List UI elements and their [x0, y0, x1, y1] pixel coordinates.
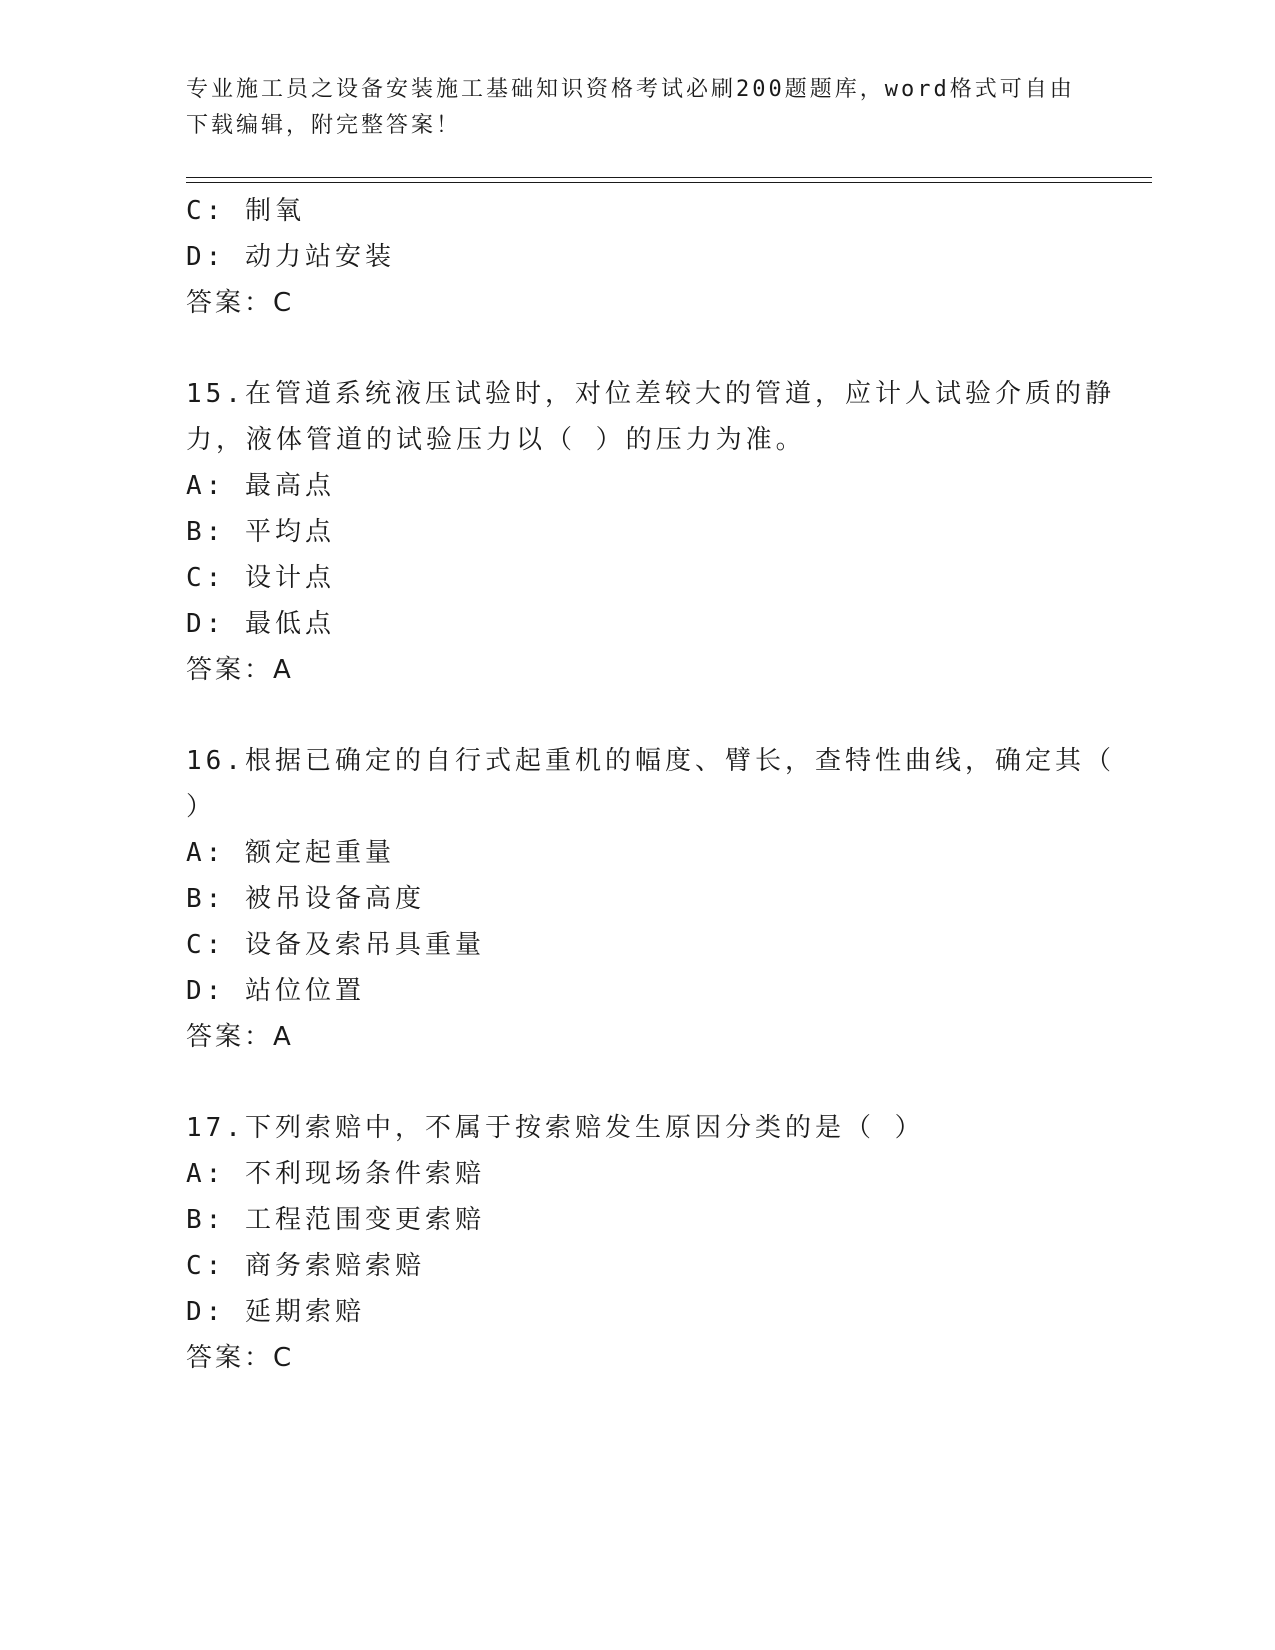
- header-divider-top: [186, 177, 1152, 178]
- spacer: [186, 693, 1086, 738]
- option-text: 设备及索吊具重量: [244, 930, 485, 960]
- option-d: [186, 968, 1086, 1014]
- option-d: [186, 234, 1086, 280]
- option-label: D:: [186, 242, 226, 272]
- option-text: 不利现场条件索赔: [244, 1159, 485, 1189]
- option-text: 平均点: [244, 517, 335, 547]
- option-text: 被吊设备高度: [244, 884, 425, 914]
- option-label: B:: [186, 884, 226, 914]
- document-header: [186, 72, 1076, 144]
- answer-line: 答案：A: [186, 655, 294, 685]
- option-label: D:: [186, 609, 226, 639]
- answer-line: 答案：C: [186, 288, 295, 318]
- option-d: [186, 1289, 1086, 1335]
- option-label: A:: [186, 1159, 226, 1189]
- option-label: A:: [186, 471, 226, 501]
- option-text: 最低点: [244, 609, 335, 639]
- option-label: C:: [186, 930, 226, 960]
- option-text: 制氧: [244, 196, 305, 226]
- option-label: C:: [186, 1251, 226, 1281]
- option-label: C:: [186, 563, 226, 593]
- spacer: [186, 1060, 1086, 1105]
- question-stem-line-1: 15.在管道系统液压试验时，对位差较大的管道，应计人试验介质的静: [186, 379, 1115, 409]
- option-text: 设计点: [244, 563, 335, 593]
- option-c: [186, 188, 1086, 234]
- header-divider-bottom: [186, 182, 1152, 183]
- question-15: [186, 371, 1115, 693]
- option-c: [186, 1243, 1086, 1289]
- option-label: B:: [186, 1205, 226, 1235]
- option-label: D:: [186, 1297, 226, 1327]
- question-content: [186, 188, 1115, 1381]
- option-c: [186, 922, 1086, 968]
- option-b: [186, 876, 1086, 922]
- option-a: [186, 463, 1086, 509]
- option-text: 商务索赔索赔: [244, 1251, 425, 1281]
- header-title-line-1: 专业施工员之设备安装施工基础知识资格考试必刷200题题库，word格式可自由: [186, 77, 1075, 102]
- option-label: C:: [186, 196, 226, 226]
- option-label: D:: [186, 976, 226, 1006]
- header-title-line-2: 下载编辑，附完整答案！: [186, 113, 462, 138]
- option-c: [186, 555, 1086, 601]
- option-label: B:: [186, 517, 226, 547]
- question-stem-line-1: 16.根据已确定的自行式起重机的幅度、臂长，查特性曲线，确定其（: [186, 746, 1115, 776]
- question-stem-line-1: 17.下列索赔中，不属于按索赔发生原因分类的是（ ）: [186, 1113, 925, 1143]
- question-stem-line-2: ）: [186, 792, 217, 822]
- option-b: [186, 509, 1086, 555]
- answer-line: 答案：C: [186, 1343, 295, 1373]
- option-text: 延期索赔: [244, 1297, 365, 1327]
- option-text: 站位位置: [244, 976, 365, 1006]
- question-17: [186, 1105, 1086, 1381]
- question-16: [186, 738, 1115, 1060]
- answer-line: 答案：A: [186, 1022, 294, 1052]
- option-a: [186, 1151, 1086, 1197]
- question-14-tail: [186, 188, 1086, 326]
- option-d: [186, 601, 1086, 647]
- option-label: A:: [186, 838, 226, 868]
- spacer: [186, 326, 1086, 371]
- option-a: [186, 830, 1086, 876]
- option-text: 动力站安装: [244, 242, 395, 272]
- option-text: 最高点: [244, 471, 335, 501]
- question-stem-line-2: 力，液体管道的试验压力以（ ）的压力为准。: [186, 425, 806, 455]
- option-text: 工程范围变更索赔: [244, 1205, 485, 1235]
- option-b: [186, 1197, 1086, 1243]
- option-text: 额定起重量: [244, 838, 395, 868]
